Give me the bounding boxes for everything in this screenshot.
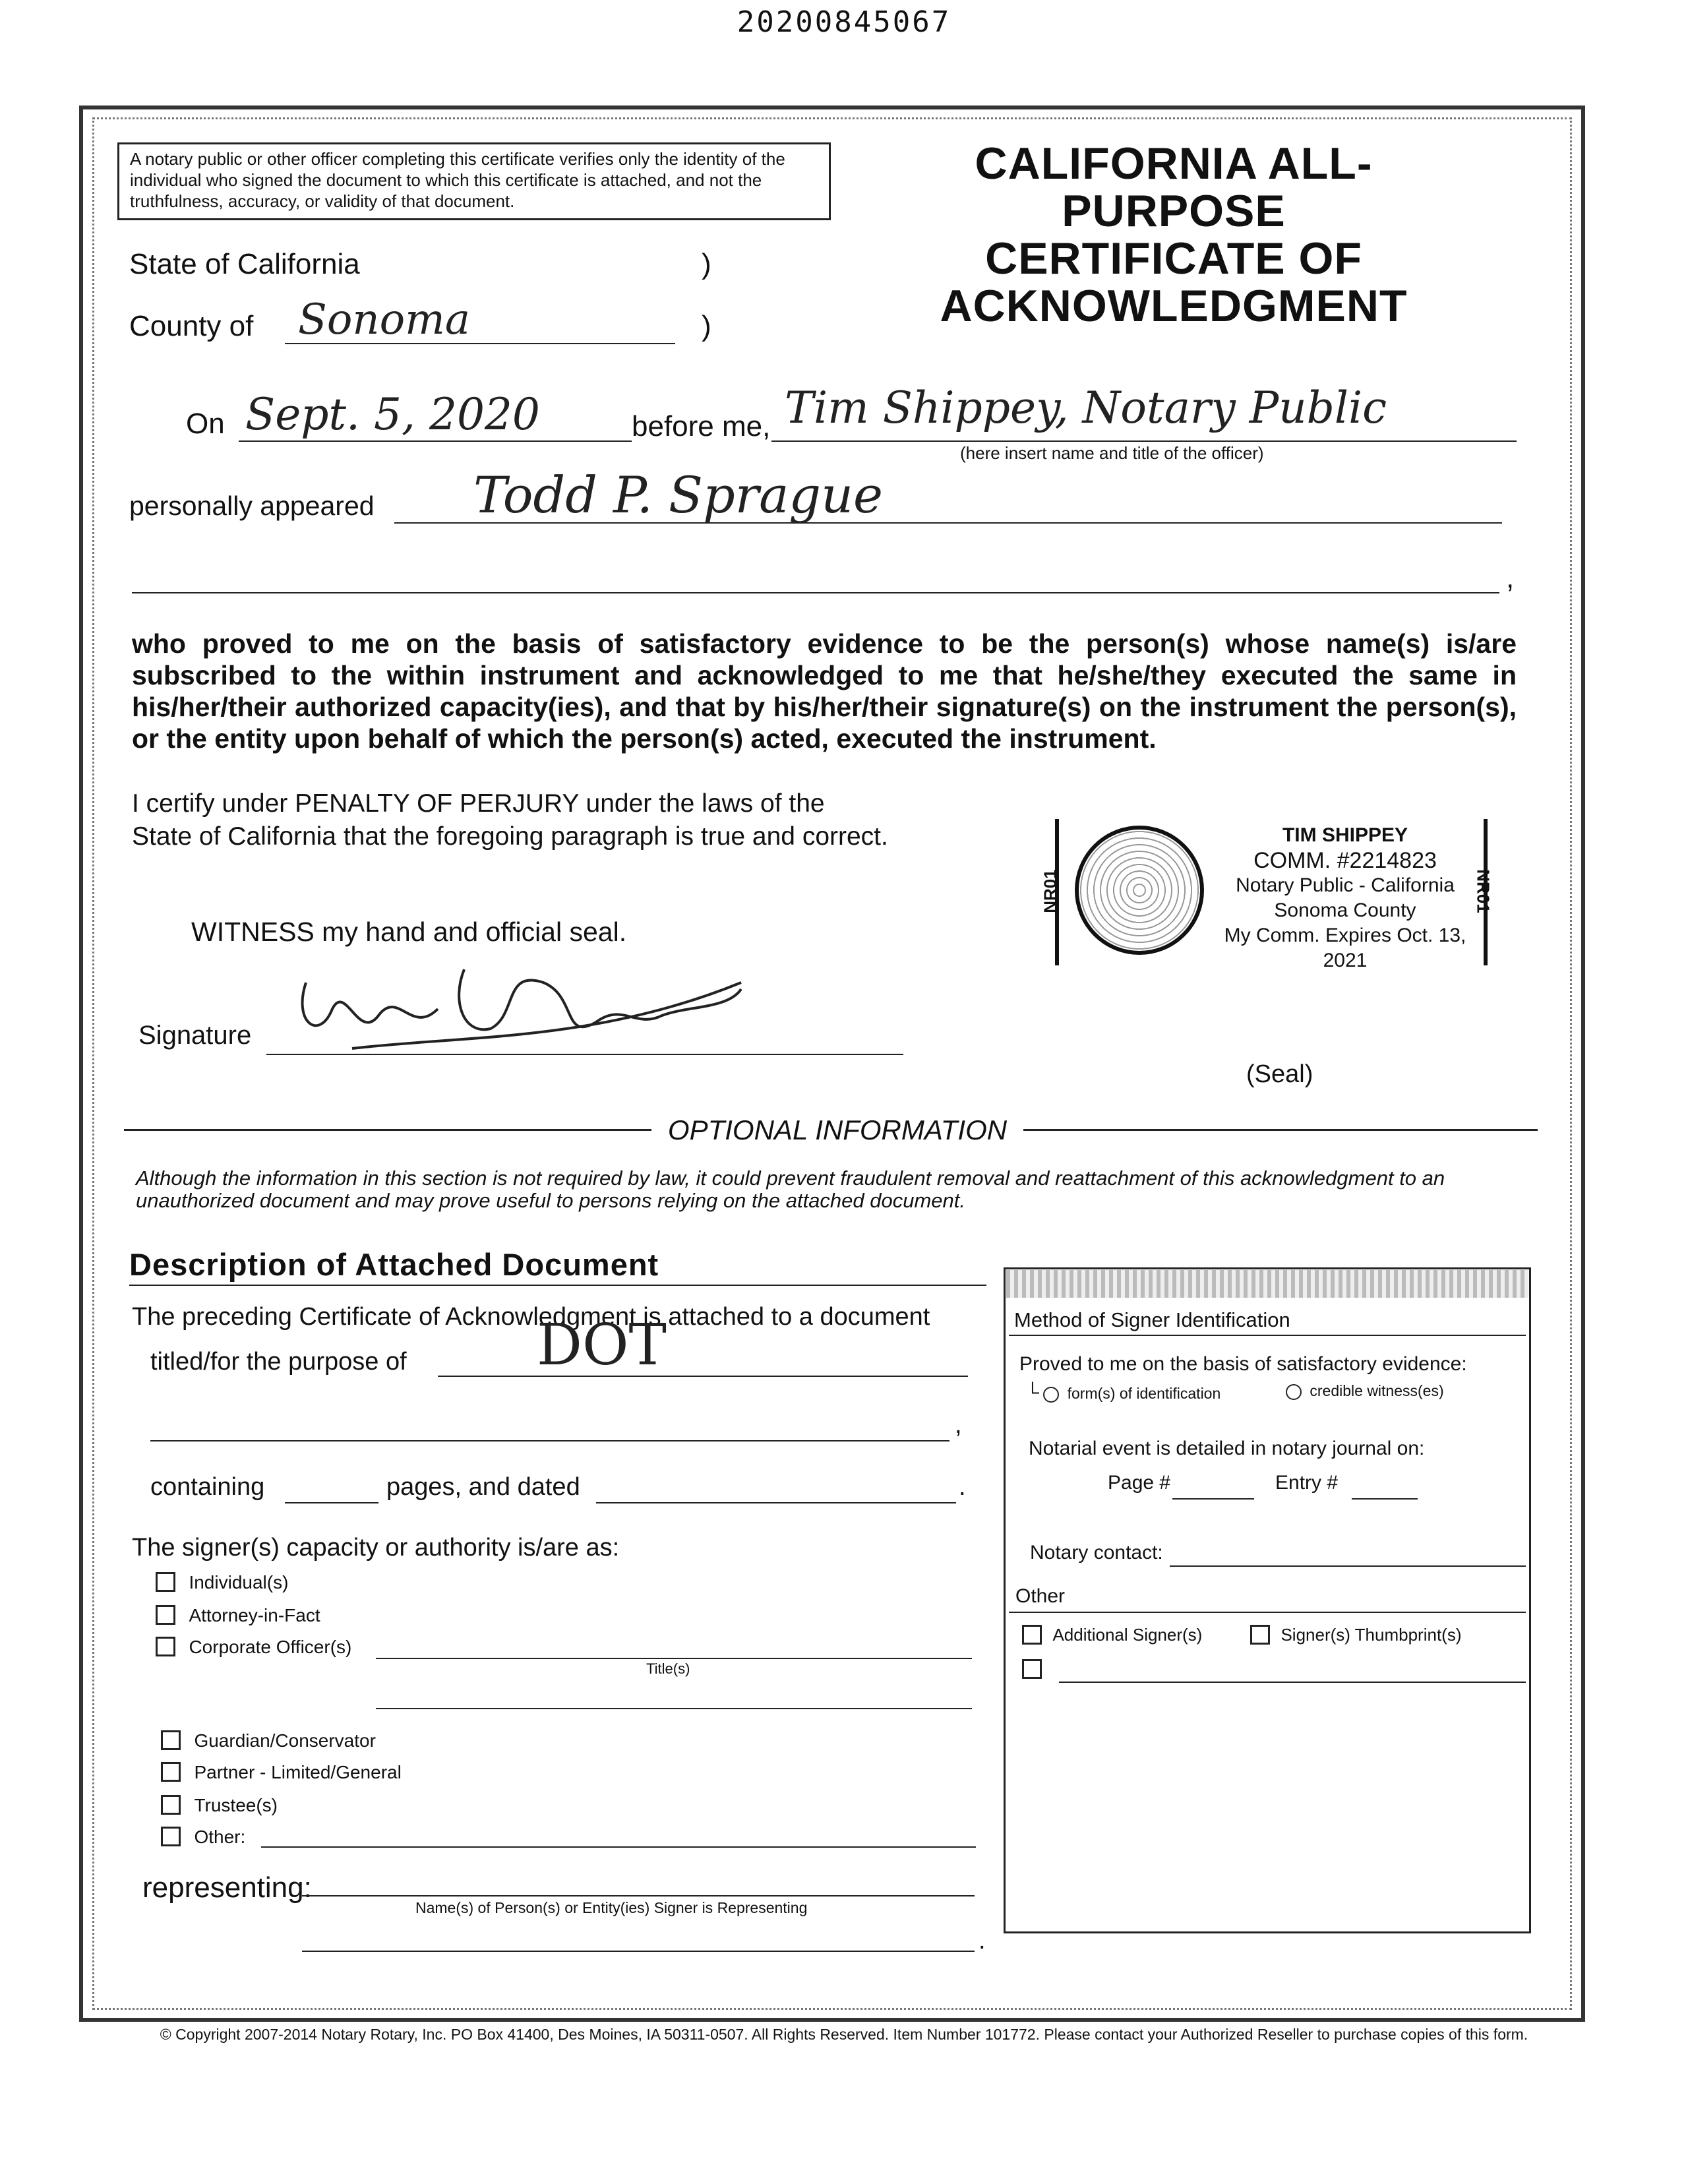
other-checkbox[interactable] bbox=[1022, 1659, 1042, 1682]
pages-field[interactable] bbox=[285, 1471, 378, 1503]
capacity-label: The signer(s) capacity or authority is/are as: bbox=[132, 1534, 620, 1562]
stamp-side-left: NR01 bbox=[1040, 869, 1060, 913]
capacity-attorney[interactable] bbox=[156, 1605, 320, 1628]
entry-field[interactable] bbox=[1352, 1472, 1418, 1500]
signature-field[interactable] bbox=[266, 1016, 903, 1055]
stamp-side-right: NR01 bbox=[1473, 869, 1493, 913]
other-capacity-field[interactable] bbox=[261, 1823, 976, 1848]
thumbprints[interactable] bbox=[1250, 1625, 1462, 1648]
signature-drawing bbox=[266, 943, 903, 1035]
branch-icon: └ bbox=[1026, 1382, 1039, 1403]
county-label: County of bbox=[129, 310, 254, 342]
title-line-2: CERTIFICATE OF bbox=[985, 233, 1362, 284]
capacity-guardian-label: Guardian/Conservator bbox=[194, 1730, 376, 1751]
optional-rule-left bbox=[124, 1129, 651, 1131]
contact-label: Notary contact: bbox=[1030, 1542, 1163, 1563]
appeared-field[interactable] bbox=[394, 466, 1502, 524]
titled-field-2[interactable] bbox=[150, 1411, 950, 1441]
witness-statement: WITNESS my hand and official seal. bbox=[191, 917, 627, 947]
capacity-partner[interactable] bbox=[161, 1762, 402, 1785]
checkbox[interactable] bbox=[161, 1730, 181, 1750]
county-value: Sonoma bbox=[298, 295, 470, 344]
titled-comma: , bbox=[955, 1411, 962, 1439]
checkbox[interactable] bbox=[1022, 1625, 1042, 1645]
titled-field[interactable] bbox=[438, 1312, 968, 1378]
capacity-trustee[interactable] bbox=[161, 1795, 278, 1818]
representing-hint: Name(s) of Person(s) or Entity(ies) Signer is Representing bbox=[415, 1899, 808, 1916]
county-paren: ) bbox=[702, 310, 711, 342]
capacity-other-label: Other: bbox=[194, 1827, 246, 1847]
checkbox[interactable] bbox=[1250, 1625, 1270, 1645]
page-label: Page # bbox=[1108, 1472, 1171, 1494]
certify-line-2: State of California that the foregoing paragraph is true and correct. bbox=[132, 822, 888, 851]
document-number: 20200845067 bbox=[737, 5, 951, 39]
titled-label: titled/for the purpose of bbox=[150, 1348, 407, 1376]
capacity-guardian[interactable] bbox=[161, 1730, 376, 1753]
capacity-trustee-label: Trustee(s) bbox=[194, 1795, 278, 1815]
entry-label: Entry # bbox=[1275, 1472, 1339, 1494]
pages-dated-label: pages, and dated bbox=[386, 1473, 580, 1501]
page-field[interactable] bbox=[1172, 1472, 1254, 1500]
seal-label: (Seal) bbox=[1246, 1060, 1313, 1088]
certify-line-1: I certify under PENALTY OF PERJURY under the laws of the bbox=[132, 789, 825, 818]
stamp-expires: My Comm. Expires Oct. 13, 2021 bbox=[1224, 925, 1466, 971]
capacity-individual-label: Individual(s) bbox=[189, 1572, 289, 1592]
certify-statement bbox=[132, 787, 989, 853]
journal-label: Notarial event is detailed in notary journal on: bbox=[1029, 1438, 1425, 1459]
titles-hint: Title(s) bbox=[646, 1660, 690, 1677]
notice-box: A notary public or other officer completing this certificate verifies only the identity of the individual who signed the document to which this certificate is attached, and not the truthfulness, accuracy, or validity of that document. bbox=[117, 142, 831, 220]
optional-disclaimer: Although the information in this section is not required by law, it could prevent fraudulent removal and reattachment of this acknowledgment to an unauthorized document and may prove useful to persons relying on the attached document. bbox=[136, 1167, 1445, 1212]
officer-hint: (here insert name and title of the officer) bbox=[960, 443, 1264, 463]
state-paren: ) bbox=[702, 248, 711, 280]
representing-label: representing: bbox=[142, 1871, 312, 1904]
checkbox[interactable] bbox=[161, 1827, 181, 1846]
appeared-value: Todd P. Sprague bbox=[473, 466, 883, 524]
state-seal-icon bbox=[1075, 826, 1204, 955]
stamp-comm: COMM. #2214823 bbox=[1253, 848, 1437, 873]
capacity-attorney-label: Attorney-in-Fact bbox=[189, 1605, 320, 1625]
description-rule bbox=[129, 1285, 986, 1286]
capacity-partner-label: Partner - Limited/General bbox=[194, 1762, 402, 1782]
contact-field[interactable] bbox=[1170, 1542, 1526, 1567]
radio-button[interactable] bbox=[1286, 1384, 1302, 1400]
other-field[interactable] bbox=[1059, 1659, 1526, 1683]
capacity-individual[interactable] bbox=[156, 1572, 288, 1595]
title-line-3: ACKNOWLEDGMENT bbox=[940, 281, 1408, 331]
optional-title: OPTIONAL INFORMATION bbox=[667, 1114, 1008, 1145]
radio-button[interactable] bbox=[1043, 1387, 1059, 1403]
date-value: Sept. 5, 2020 bbox=[245, 389, 540, 440]
date-field[interactable] bbox=[239, 389, 632, 442]
optional-rule-right bbox=[1023, 1129, 1538, 1131]
additional-signers[interactable] bbox=[1022, 1625, 1202, 1648]
thumbprints-label: Signer(s) Thumbprint(s) bbox=[1281, 1625, 1462, 1645]
capacity-corporate-label: Corporate Officer(s) bbox=[189, 1637, 352, 1657]
option-forms-label: form(s) of identification bbox=[1067, 1385, 1221, 1402]
representing-field-2[interactable] bbox=[302, 1932, 975, 1952]
appeared-label: personally appeared bbox=[129, 491, 375, 521]
representing-period: . bbox=[979, 1927, 986, 1955]
checkbox[interactable] bbox=[1022, 1659, 1042, 1679]
checkbox[interactable] bbox=[161, 1795, 181, 1815]
stamp-text bbox=[1207, 823, 1484, 973]
other-label: Other bbox=[1015, 1585, 1066, 1607]
titled-value: DOT bbox=[537, 1312, 667, 1378]
title-line-1: CALIFORNIA ALL-PURPOSE bbox=[975, 138, 1373, 236]
containing-label: containing bbox=[150, 1473, 265, 1501]
stamp-name: TIM SHIPPEY bbox=[1282, 824, 1408, 846]
certificate-title bbox=[864, 140, 1484, 330]
box-header-band bbox=[1006, 1270, 1528, 1298]
option-witness[interactable] bbox=[1286, 1382, 1444, 1400]
appeared-field-2[interactable] bbox=[132, 561, 1499, 593]
description-heading: Description of Attached Document bbox=[129, 1247, 659, 1282]
dated-period: . bbox=[959, 1473, 966, 1501]
description-line-1: The preceding Certificate of Acknowledgment is attached to a document bbox=[132, 1303, 930, 1331]
method-heading: Method of Signer Identification bbox=[1014, 1308, 1290, 1331]
additional-signers-label: Additional Signer(s) bbox=[1052, 1625, 1203, 1645]
appeared-comma: , bbox=[1506, 562, 1515, 594]
county-field[interactable] bbox=[285, 295, 675, 344]
checkbox[interactable] bbox=[156, 1572, 175, 1592]
option-forms[interactable] bbox=[1026, 1382, 1221, 1403]
signature-label: Signature bbox=[138, 1021, 252, 1050]
capacity-corporate[interactable] bbox=[156, 1637, 351, 1660]
state-label: State of California bbox=[129, 248, 360, 280]
stamp-title: Notary Public - California bbox=[1236, 874, 1455, 896]
checkbox[interactable] bbox=[156, 1637, 175, 1656]
officer-value: Tim Shippey, Notary Public bbox=[785, 382, 1387, 433]
method-rule bbox=[1009, 1335, 1526, 1336]
other-rule bbox=[1009, 1612, 1526, 1613]
officer-field[interactable] bbox=[771, 382, 1517, 442]
option-witness-label: credible witness(es) bbox=[1310, 1382, 1444, 1399]
checkbox[interactable] bbox=[161, 1762, 181, 1782]
copyright-footer: © Copyright 2007-2014 Notary Rotary, Inc. PO Box 41400, Des Moines, IA 50311-0507. All Rights Reserved. Item Number 101772. Please contact your Authorized Reseller to purchase copies of this form. bbox=[160, 2026, 1528, 2043]
checkbox[interactable] bbox=[156, 1605, 175, 1625]
proved-label: Proved to me on the basis of satisfactory evidence: bbox=[1019, 1353, 1467, 1375]
corporate-title-field[interactable] bbox=[376, 1634, 972, 1659]
dated-field[interactable] bbox=[596, 1471, 956, 1503]
corporate-title-field-2[interactable] bbox=[376, 1688, 972, 1709]
capacity-other[interactable] bbox=[161, 1827, 245, 1850]
on-label: On bbox=[186, 408, 225, 440]
acknowledgment-paragraph: who proved to me on the basis of satisfactory evidence to be the person(s) whose name(s) is/are subscribed to the within instrument and acknowledged to me that he/she/they executed the same in his/her/their authorized capacity(ies), and that by his/her/their signature(s) on the instrument the person(s), or the entity upon behalf of which the person(s) acted, executed the instrument. bbox=[132, 628, 1517, 754]
before-me-label: before me, bbox=[632, 410, 771, 442]
representing-field[interactable] bbox=[302, 1870, 975, 1896]
stamp-county: Sonoma County bbox=[1274, 899, 1416, 921]
